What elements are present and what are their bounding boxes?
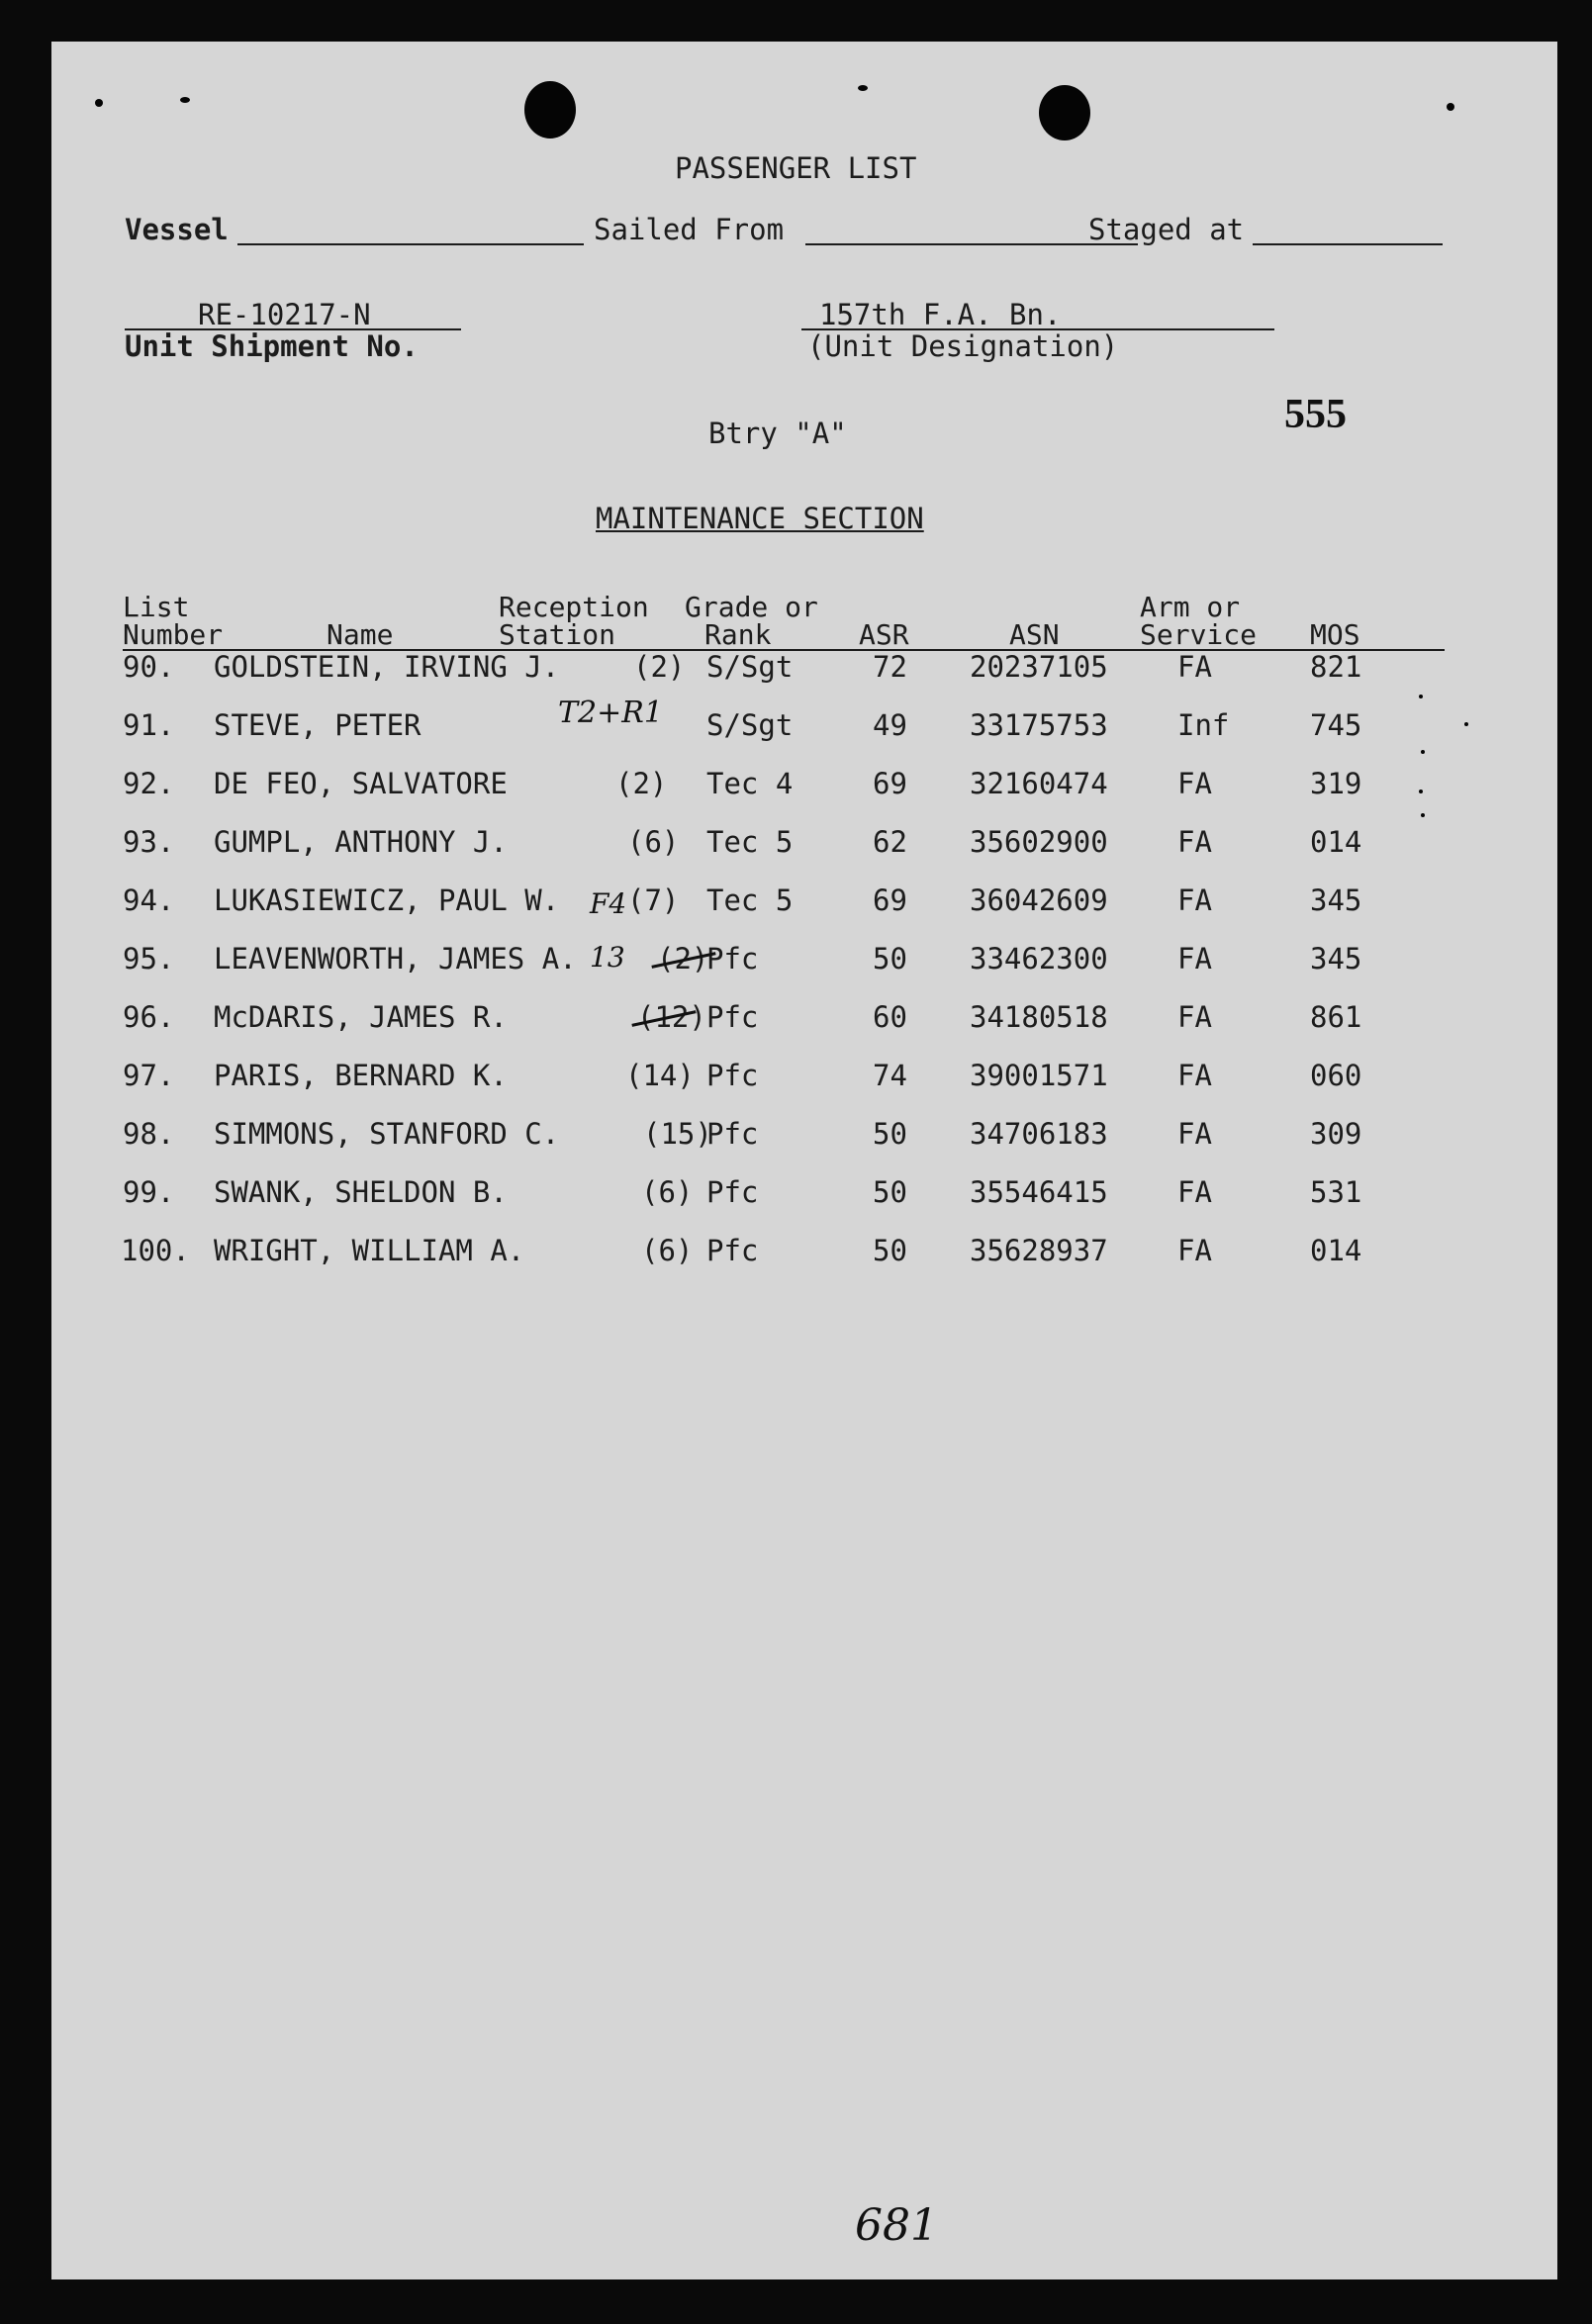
row-station: (6) — [641, 1175, 694, 1209]
margin-dot — [1421, 813, 1425, 817]
row-arm: FA — [1177, 1175, 1212, 1209]
page-number: 681 — [855, 2200, 938, 2251]
row-asn: 34180518 — [970, 1000, 1108, 1034]
vessel-blank — [237, 243, 584, 245]
row-arm: FA — [1177, 650, 1212, 684]
row-grade: Tec 5 — [706, 825, 794, 859]
row-station: (6) — [627, 825, 680, 859]
staged-at-blank — [1253, 243, 1443, 245]
row-number: 93. — [123, 825, 175, 859]
row-arm: FA — [1177, 942, 1212, 976]
table-row — [51, 1000, 1557, 1043]
col-list-number-1: List — [123, 591, 190, 623]
row-station: (15) — [643, 1117, 712, 1151]
row-arm: FA — [1177, 1059, 1212, 1092]
row-asr: 69 — [873, 883, 907, 917]
row-asr: 50 — [873, 1175, 907, 1209]
speck — [180, 97, 190, 103]
handwritten-station-91: T2+R1 — [558, 696, 663, 730]
stamp-number: 555 — [1284, 392, 1347, 437]
punch-hole-right — [1039, 85, 1090, 140]
row-asr: 49 — [873, 708, 907, 742]
row-name: SIMMONS, STANFORD C. — [214, 1117, 560, 1151]
row-mos: 319 — [1310, 767, 1362, 800]
row-grade: Tec 5 — [706, 883, 794, 917]
row-mos: 309 — [1310, 1117, 1362, 1151]
row-grade: Pfc — [706, 942, 759, 976]
row-mos: 345 — [1310, 883, 1362, 917]
row-grade: Pfc — [706, 1059, 759, 1092]
row-mos: 014 — [1310, 825, 1362, 859]
speck — [95, 99, 103, 107]
row-mos: 861 — [1310, 1000, 1362, 1034]
table-row — [51, 941, 1557, 984]
row-mos: 014 — [1310, 1234, 1362, 1267]
row-arm: FA — [1177, 825, 1212, 859]
row-name: McDARIS, JAMES R. — [214, 1000, 508, 1034]
row-arm: FA — [1177, 1000, 1212, 1034]
row-number: 99. — [123, 1175, 175, 1209]
row-station: (2) — [657, 942, 709, 976]
margin-dot — [1419, 695, 1423, 698]
row-asr: 60 — [873, 1000, 907, 1034]
row-asn: 39001571 — [970, 1059, 1108, 1092]
row-grade: S/Sgt — [706, 650, 794, 684]
row-number: 98. — [123, 1117, 175, 1151]
row-name: STEVE, PETER — [214, 708, 421, 742]
sailed-from-label: Sailed From — [594, 213, 785, 246]
table-row — [51, 650, 1557, 693]
row-number: 95. — [123, 942, 175, 976]
row-asn: 33462300 — [970, 942, 1108, 976]
col-reception-2: Station — [499, 618, 616, 651]
vessel-label: Vessel — [125, 213, 229, 246]
row-station: (14) — [625, 1059, 695, 1092]
table-row — [51, 1234, 1557, 1276]
table-row — [51, 825, 1557, 868]
punch-hole-left — [524, 81, 576, 139]
row-name: DE FEO, SALVATORE — [214, 767, 508, 800]
row-arm: FA — [1177, 1117, 1212, 1151]
row-mos: 531 — [1310, 1175, 1362, 1209]
row-grade: Pfc — [706, 1234, 759, 1267]
col-asr: ASR — [859, 618, 909, 651]
document-page — [51, 42, 1557, 2279]
row-grade: Pfc — [706, 1175, 759, 1209]
row-asr: 50 — [873, 1234, 907, 1267]
row-arm: FA — [1177, 1234, 1212, 1267]
col-name: Name — [327, 618, 394, 651]
row-asn: 36042609 — [970, 883, 1108, 917]
row-station: (6) — [641, 1234, 694, 1267]
table-row — [51, 708, 1557, 751]
unit-shipment-value: RE-10217-N — [198, 298, 371, 331]
row-name: PARIS, BERNARD K. — [214, 1059, 508, 1092]
row-asn: 32160474 — [970, 767, 1108, 800]
row-name: GUMPL, ANTHONY J. — [214, 825, 508, 859]
row-asr: 69 — [873, 767, 907, 800]
row-asn: 35602900 — [970, 825, 1108, 859]
battery-label: Btry "A" — [708, 417, 847, 450]
row-number: 91. — [123, 708, 175, 742]
row-asn: 33175753 — [970, 708, 1108, 742]
row-asr: 74 — [873, 1059, 907, 1092]
col-mos: MOS — [1310, 618, 1360, 651]
row-grade: Tec 4 — [706, 767, 794, 800]
table-row — [51, 883, 1557, 926]
row-number: 92. — [123, 767, 175, 800]
row-name: GOLDSTEIN, IRVING J. — [214, 650, 560, 684]
col-arm-2: Service — [1140, 618, 1258, 651]
row-name: LEAVENWORTH, JAMES A. — [214, 942, 577, 976]
row-name: WRIGHT, WILLIAM A. — [214, 1234, 525, 1267]
row-station: (2) — [633, 650, 686, 684]
col-reception-1: Reception — [499, 591, 649, 623]
row-number: 96. — [123, 1000, 175, 1034]
row-asr: 50 — [873, 942, 907, 976]
row-asr: 72 — [873, 650, 907, 684]
row-grade: S/Sgt — [706, 708, 794, 742]
row-station: (7) — [627, 883, 680, 917]
row-station: (2) — [615, 767, 668, 800]
row-arm: FA — [1177, 883, 1212, 917]
col-grade-2: Rank — [704, 618, 772, 651]
row-mos: 821 — [1310, 650, 1362, 684]
row-number: 100. — [121, 1234, 190, 1267]
row-grade: Pfc — [706, 1000, 759, 1034]
unit-designation-value: 157th F.A. Bn. — [819, 298, 1062, 331]
row-name: SWANK, SHELDON B. — [214, 1175, 508, 1209]
col-grade-1: Grade or — [685, 591, 818, 623]
row-asn: 35628937 — [970, 1234, 1108, 1267]
row-number: 94. — [123, 883, 175, 917]
speck — [1447, 103, 1454, 111]
row-grade: Pfc — [706, 1117, 759, 1151]
speck — [858, 85, 868, 91]
row-asn: 34706183 — [970, 1117, 1108, 1151]
row-arm: Inf — [1177, 708, 1230, 742]
unit-designation-label: (Unit Designation) — [807, 329, 1119, 363]
table-row — [51, 767, 1557, 809]
row-asr: 62 — [873, 825, 907, 859]
row-mos: 060 — [1310, 1059, 1362, 1092]
unit-shipment-label: Unit Shipment No. — [125, 329, 419, 363]
margin-dot — [1421, 750, 1425, 754]
margin-dot — [1464, 722, 1468, 726]
document-title: PASSENGER LIST — [675, 151, 917, 185]
handwritten-station-95: F4 — [590, 887, 627, 920]
row-station: (12) — [637, 1000, 706, 1034]
row-number: 97. — [123, 1059, 175, 1092]
margin-dot — [1419, 790, 1423, 793]
row-asn: 35546415 — [970, 1175, 1108, 1209]
table-row — [51, 1117, 1557, 1160]
row-mos: 345 — [1310, 942, 1362, 976]
row-asr: 50 — [873, 1117, 907, 1151]
staged-at-label: Staged at — [1088, 213, 1245, 246]
col-asn: ASN — [1009, 618, 1060, 651]
handwritten-station-96: 13 — [590, 941, 625, 974]
col-arm-1: Arm or — [1140, 591, 1241, 623]
row-number: 90. — [123, 650, 175, 684]
row-arm: FA — [1177, 767, 1212, 800]
table-row — [51, 1059, 1557, 1101]
row-mos: 745 — [1310, 708, 1362, 742]
row-asn: 20237105 — [970, 650, 1108, 684]
col-list-number-2: Number — [123, 618, 224, 651]
row-name: LUKASIEWICZ, PAUL W. — [214, 883, 560, 917]
table-row — [51, 1175, 1557, 1218]
section-title: MAINTENANCE SECTION — [596, 502, 924, 535]
